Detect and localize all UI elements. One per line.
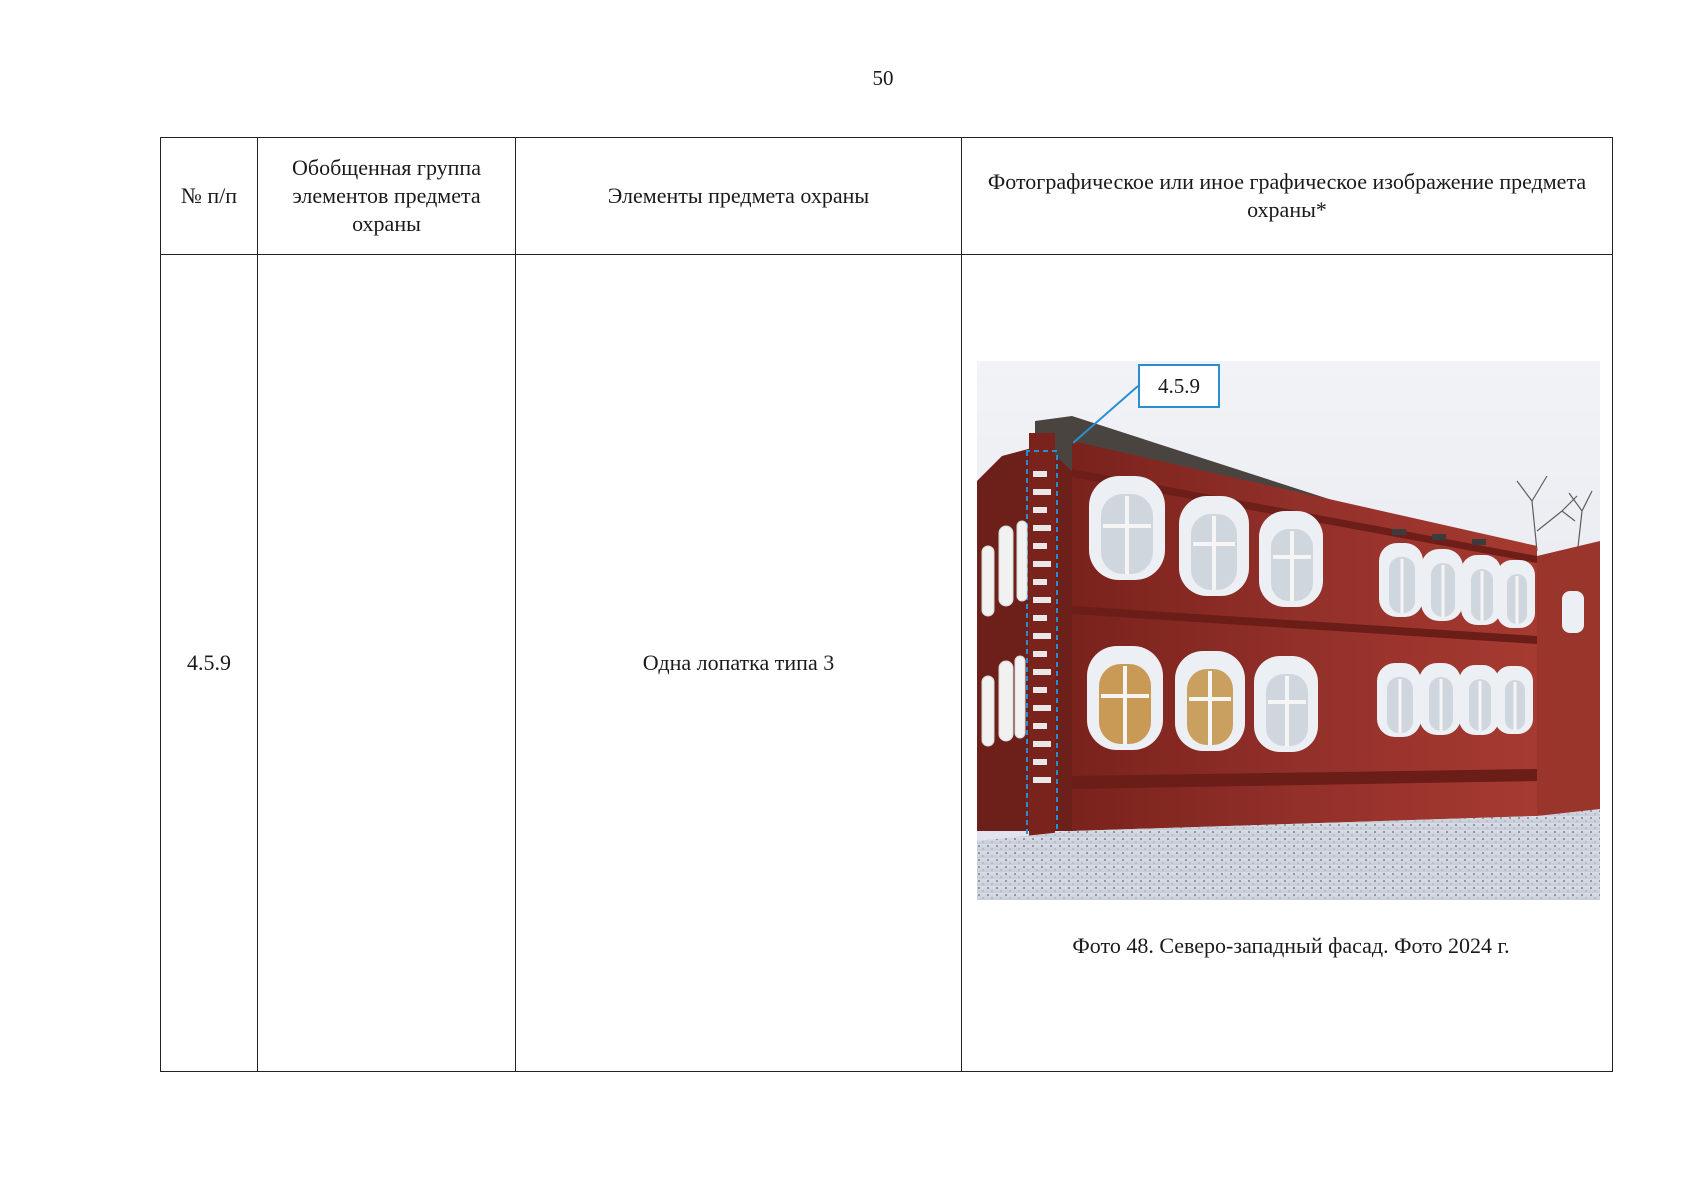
header-num: № п/п — [161, 138, 258, 255]
photo-caption: Фото 48. Северо-западный фасад. Фото 2024 г. — [1072, 933, 1510, 958]
header-elements: Элементы предмета охраны — [516, 138, 962, 255]
protection-table — [160, 137, 1613, 1072]
page-number: 50 — [872, 66, 894, 90]
facade-photo — [977, 361, 1600, 900]
table-header-row — [161, 138, 1613, 255]
row-num: 4.5.9 — [161, 255, 258, 1072]
photo-callout-label: 4.5.9 — [1138, 364, 1220, 408]
row-group — [258, 255, 516, 1072]
table-row — [161, 255, 1613, 1072]
row-elements: Одна лопатка типа 3 — [516, 255, 962, 1072]
header-photo: Фотографическое или иное графическое изображение предмета охраны* — [962, 138, 1613, 255]
row-photo-cell — [962, 255, 1613, 1072]
header-group: Обобщенная группа элементов предмета охраны — [258, 138, 516, 255]
